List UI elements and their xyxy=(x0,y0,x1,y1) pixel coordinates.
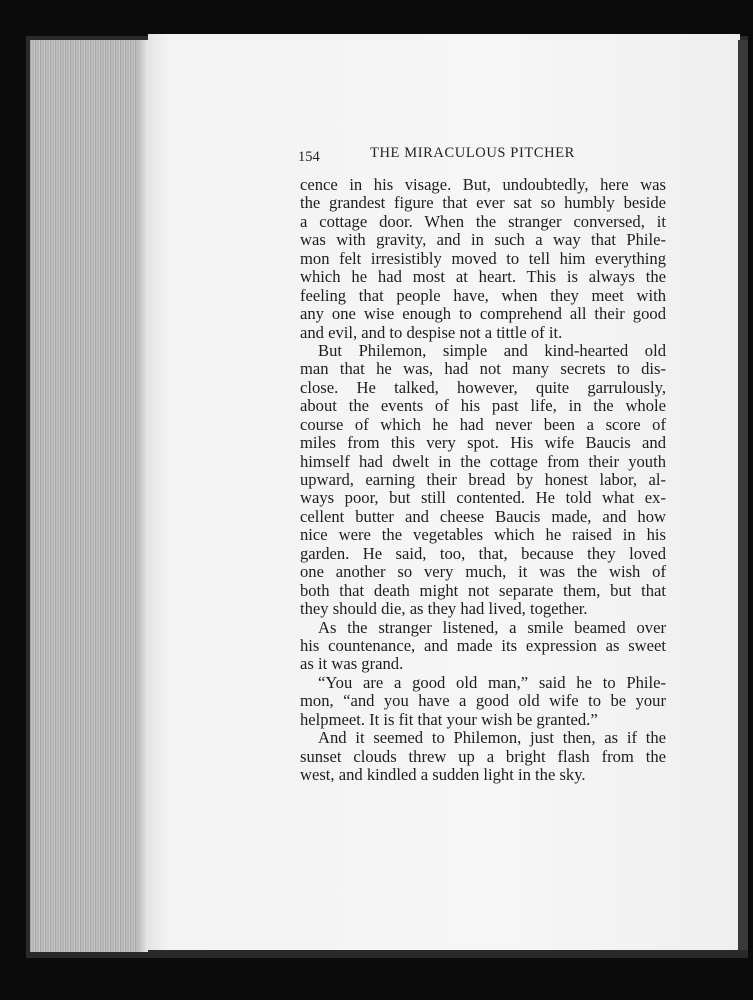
text-line: west, and kindled a sudden light in the sky. xyxy=(300,765,586,784)
page-header xyxy=(298,145,664,165)
text-line: garden. He said, too, that, because they loved xyxy=(300,543,666,563)
text-line: upward, earning their bread by honest labor, al- xyxy=(300,470,666,489)
text-line: they should die, as they had lived, together. xyxy=(300,599,588,619)
page-number: 154 xyxy=(298,149,320,165)
text-line: about the events of his past life, in the whole xyxy=(300,396,666,416)
text-line: But Philemon, simple and kind-hearted old xyxy=(318,340,666,360)
text-line: cence in his visage. But, undoubtedly, here was xyxy=(300,175,666,194)
text-line: As the stranger listened, a smile beamed over xyxy=(318,617,666,637)
text-line: and evil, and to despise not a tittle of it. xyxy=(300,322,563,342)
text-line: was with gravity, and in such a way that Phile- xyxy=(300,230,666,250)
text-line: himself had dwelt in the cottage from their youth xyxy=(300,451,666,471)
text-line: helpmeet. It is fit that your wish be granted.” xyxy=(300,709,598,729)
cover-edge xyxy=(738,40,748,950)
running-title: THE MIRACULOUS PITCHER xyxy=(370,145,575,161)
text-line: And it seemed to Philemon, just then, as if the xyxy=(318,728,666,748)
text-line: “You are a good old man,” said he to Phile- xyxy=(318,672,666,692)
text-line: mon felt irresistibly moved to tell him everything xyxy=(300,248,666,268)
text-line: nice were the vegetables which he raised in his xyxy=(300,525,666,545)
text-line: as it was grand. xyxy=(300,654,404,674)
text-line: which he had most at heart. This is always the xyxy=(300,267,666,287)
text-line: feeling that people have, when they meet with xyxy=(300,285,666,305)
text-line: his countenance, and made its expression as sweet xyxy=(300,635,666,655)
text-line: sunset clouds threw up a bright flash from the xyxy=(300,746,666,766)
text-line: any one wise enough to comprehend all their good xyxy=(300,304,666,324)
text-line: one another so very much, it was the wish of xyxy=(300,562,666,582)
text-line: both that death might not separate them, but that xyxy=(300,580,666,600)
text-line: the grandest figure that ever sat so humbly beside xyxy=(300,193,666,213)
page-edges xyxy=(30,40,148,952)
text-line: a cottage door. When the stranger conversed, it xyxy=(300,211,666,231)
text-line: miles from this very spot. His wife Baucis and xyxy=(300,433,666,453)
body-text xyxy=(300,176,666,784)
text-line: mon, “and you have a good old wife to be your xyxy=(300,691,666,711)
text-line: ways poor, but still contented. He told what ex- xyxy=(300,488,666,508)
text-line: course of which he had never been a score of xyxy=(300,414,666,434)
text-line: close. He talked, however, quite garrulously, xyxy=(300,377,666,397)
text-line: man that he was, had not many secrets to dis- xyxy=(300,359,666,379)
text-line: cellent butter and cheese Baucis made, and how xyxy=(300,506,666,526)
